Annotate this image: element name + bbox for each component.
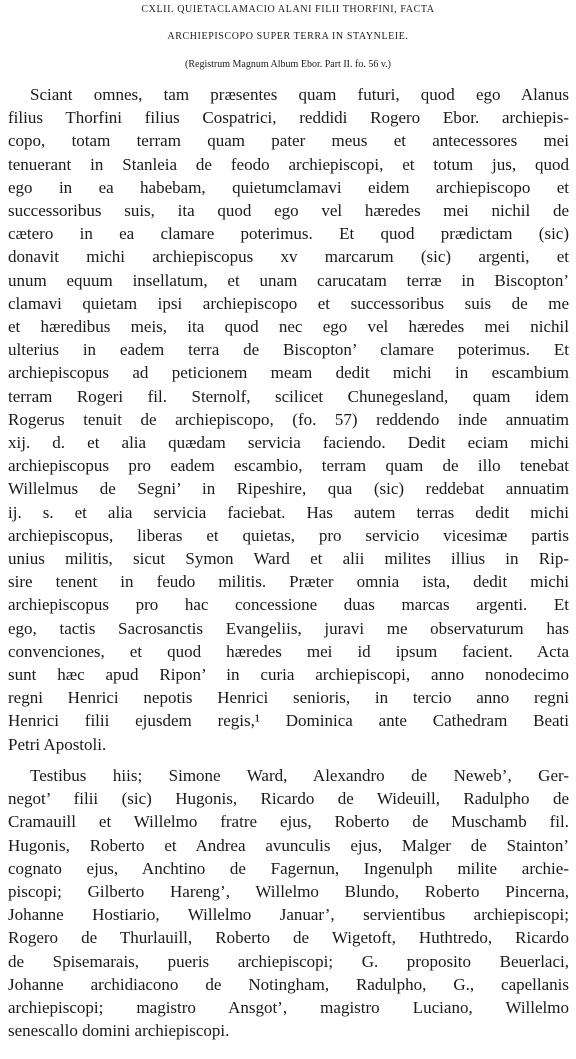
source-citation: (Registrum Magnum Album Ebor. Part II. fo. 56 v.): [185, 59, 391, 70]
paragraph_2-line: Johanne archidiacono de Notingham, Radulpho, G., capellanis: [8, 974, 569, 994]
paragraph_1-line: sire tenent in feudo militis. Præter omnia ista, dedit michi: [8, 572, 569, 592]
paragraph_1-line: copo, totam terram quam pater meus et antecessores mei: [8, 131, 569, 151]
paragraph_1-line: xij. d. et alia quædam servicia faciendo. Dedit eciam michi: [8, 433, 569, 452]
paragraph_1-line: unum equum insellatum, et unam carucatam terræ in Biscopton’: [8, 270, 569, 290]
paragraph_1-line: archiepiscopus, liberas et quietas, pro servicio vicesimæ partis: [8, 525, 569, 545]
paragraph_2-line: Cramauill et Willelmo fratre ejus, Roberto de Muschamb fil.: [8, 812, 569, 832]
paragraph_2-line: negot’ filii (sic) Hugonis, Ricardo de Wideuill, Radulpho de: [8, 789, 569, 809]
paragraph_2-line: de Spisemarais, pueris archiepiscopi; G. proposito Beuerlaci,: [8, 951, 569, 971]
paragraph_1-line: archiepiscopus ad peticionem meam dedit michi in escambium: [8, 363, 569, 383]
paragraph_1-line: et hæredibus meis, ita quod nec ego vel hæredes mei nichil: [8, 317, 569, 336]
paragraph_1-line: tenuerant in Stanleia de feodo archiepiscopi, et totum jus, quod: [8, 154, 569, 174]
paragraph_1-line: archiepiscopus pro hac concessione duas marcas argenti. Et: [8, 595, 569, 615]
paragraph_2-line: cognato ejus, Anchtino de Fagernun, Ingenulph milite archie-: [8, 858, 569, 878]
paragraph_2-line: Testibus hiis; Simone Ward, Alexandro de Neweb’, Ger-: [30, 766, 569, 785]
paragraph_1-line: regni Henrici nepotis Henrici senioris, in tercio anno regni: [8, 688, 569, 708]
heading-line-1: CXLII. QUIETACLAMACIO ALANI FILII THORFINI, FACTA: [141, 4, 435, 15]
paragraph_1-line: filius Thorfini filius Cospatrici, reddidi Rogero Ebor. archiepis-: [8, 108, 569, 128]
paragraph_2-line: archiepiscopi; magistro Ansgot’, magistro Luciano, Willelmo: [8, 998, 569, 1017]
paragraph_1-line: Petri Apostoli.: [8, 734, 107, 754]
paragraph_1-line: terram Rogeri fil. Sternolf, scilicet Chunegesland, quam idem: [8, 386, 569, 406]
paragraph_1-line: Henrici filii ejusdem regis,¹ Dominica ante Cathedram Beati: [8, 711, 569, 731]
paragraph_1-line: ij. s. et alia servicia faciebat. Has autem terras dedit michi: [8, 502, 569, 522]
paragraph_2-line: Rogero de Thurlauill, Roberto de Wigetoft, Huthtredo, Ricardo: [8, 928, 569, 948]
paragraph_1-line: unius militis, sicut Symon Ward et alii milites illius in Rip-: [8, 549, 569, 568]
paragraph_2-line: Hugonis, Roberto et Andrea avunculis ejus, Malger de Stainton’: [8, 835, 569, 855]
paragraph_1-line: Willelmus de Segni’ in Ripeshire, qua (sic) reddebat annuatim: [8, 479, 569, 499]
paragraph_1-line: successoribus suis, ita quod ego vel hæredes mei nichil de: [8, 201, 569, 220]
paragraph_2-line: Johanne Hostiario, Willelmo Januar’, servientibus archiepiscopi;: [8, 905, 569, 925]
paragraph_1-line: ego in ea habebam, quietumclamavi eidem archiepiscopo et: [8, 177, 569, 197]
paragraph_1-line: ego, tactis Sacrosanctis Evangeliis, juravi me observaturum has: [8, 618, 569, 638]
paragraph_1-line: donavit michi archiepiscopus xv marcarum (sic) argenti, et: [8, 247, 569, 267]
paragraph_1-line: ulterius in eadem terra de Biscopton’ clamare poterimus. Et: [8, 340, 569, 360]
paragraph_2-line: piscopi; Gilberto Hareng’, Willelmo Blundo, Roberto Pincerna,: [8, 882, 569, 901]
paragraph_1-line: sunt hæc apud Ripon’ in curia archiepiscopi, anno nonodecimo: [8, 665, 569, 684]
paragraph_1-line: archiepiscopus pro eadem escambio, terram quam de illo tenebat: [8, 456, 569, 476]
paragraph_1-line: convenciones, et quod hæredes mei id ipsum facient. Acta: [8, 641, 569, 661]
paragraph_1-line: cætero in ea clamare poterimus. Et quod prædictam (sic): [8, 224, 569, 244]
paragraph_1-line: Rogerus tenuit de archiepiscopo, (fo. 57) reddendo inde annuatim: [8, 409, 569, 429]
heading-line-2: ARCHIEPISCOPO SUPER TERRA IN STAYNLEIE.: [167, 31, 409, 42]
paragraph_2-line: senescallo domini archiepiscopi.: [8, 1021, 230, 1041]
paragraph_1-line: clamavi quietam ipsi archiepiscopo et successoribus suis de me: [8, 293, 569, 313]
paragraph_1-line: Sciant omnes, tam præsentes quam futuri, quod ego Alanus: [30, 85, 569, 104]
